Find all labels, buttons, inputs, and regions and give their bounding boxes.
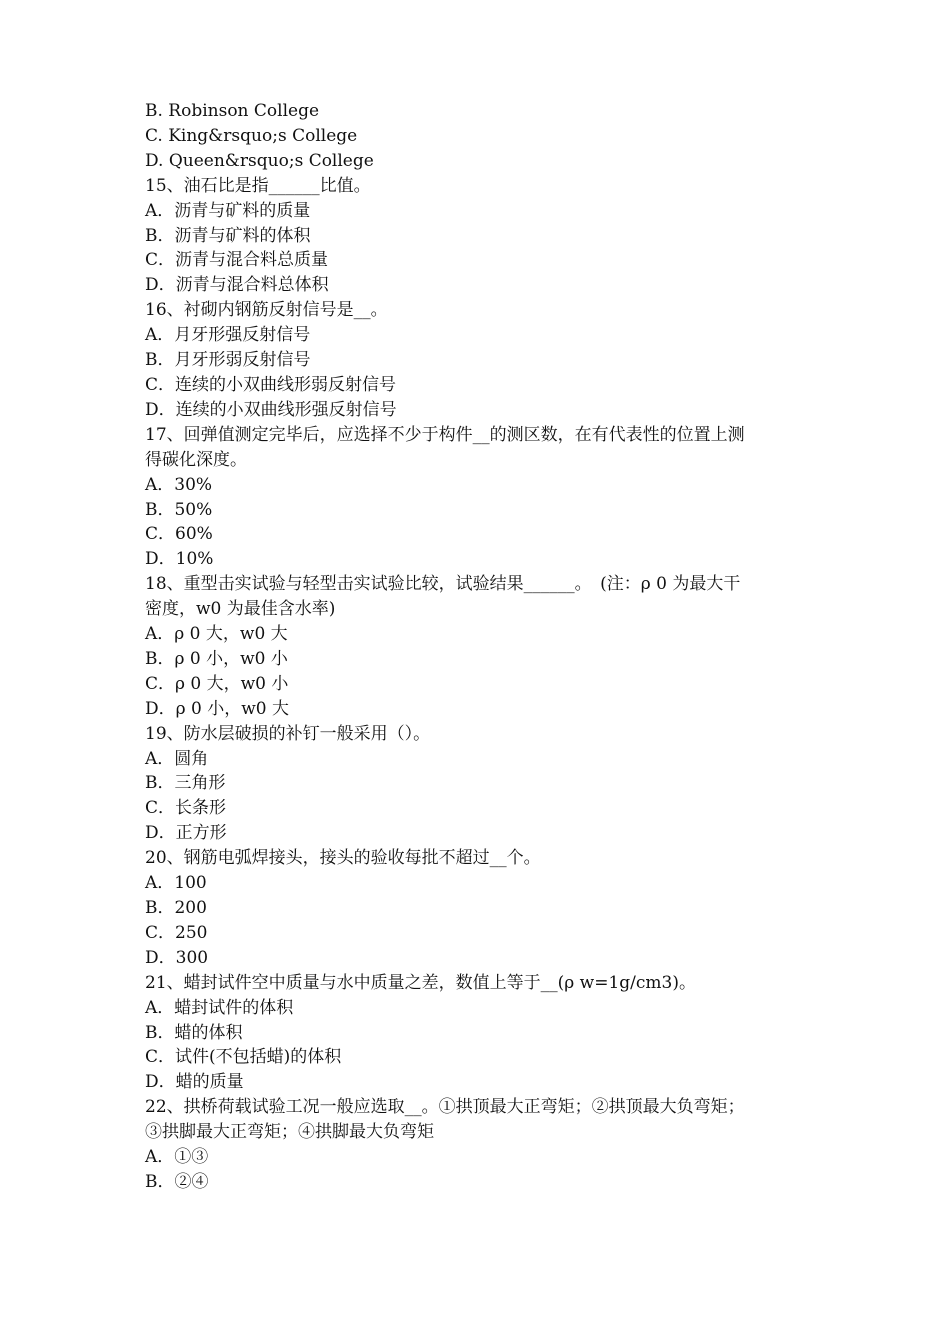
question-15: 15、油石比是指______比值。 (145, 175, 371, 196)
question-17: 17、回弹值测定完毕后，应选择不少于构件__的测区数，在有代表性的位置上测 (145, 424, 745, 445)
option-line: B．三角形 (145, 773, 226, 794)
option-line: B．沥青与矿料的体积 (145, 225, 311, 246)
question-16: 16、衬砌内钢筋反射信号是__。 (145, 300, 388, 321)
option-line: C．ρ 0 大，w0 小 (145, 673, 289, 694)
option-line: B．50% (145, 499, 213, 520)
option-line: D．蜡的质量 (145, 1072, 244, 1093)
option-line: C．250 (145, 922, 208, 943)
option-line: C. King&rsquo;s College (145, 125, 358, 146)
option-line: B. Robinson College (145, 101, 320, 121)
option-line: D．10% (145, 549, 214, 570)
option-line: B．②④ (145, 1171, 209, 1192)
option-line: D．ρ 0 小，w0 大 (145, 698, 290, 719)
option-line: A．蜡封试件的体积 (145, 997, 294, 1018)
option-line: D．300 (145, 947, 209, 968)
question-18: 18、重型击实试验与轻型击实试验比较，试验结果______。 (注：ρ 0 为最大干 (145, 574, 741, 595)
option-line: C．试件(不包括蜡)的体积 (145, 1047, 342, 1068)
option-line: D．连续的小双曲线形强反射信号 (145, 399, 397, 420)
question-22: 22、拱桥荷载试验工况一般应选取__。①拱顶最大正弯矩；②拱顶最大负弯矩； (145, 1097, 745, 1118)
option-line: D．沥青与混合料总体积 (145, 275, 329, 296)
option-line: A．圆角 (145, 748, 209, 769)
option-line: B．200 (145, 898, 207, 918)
question-17-continued: 得碳化深度。 (145, 449, 247, 470)
question-22-continued: ③拱脚最大正弯矩；④拱脚最大负弯矩 (145, 1122, 434, 1143)
option-line: C．连续的小双曲线形弱反射信号 (145, 374, 397, 395)
document-text (145, 99, 810, 1195)
option-line: A．ρ 0 大，w0 大 (145, 624, 288, 645)
option-line: B．ρ 0 小，w0 小 (145, 648, 288, 669)
option-line: C．沥青与混合料总质量 (145, 250, 329, 271)
option-line: D. Queen&rsquo;s College (145, 150, 374, 171)
option-line: B．蜡的体积 (145, 1022, 243, 1043)
question-20: 20、钢筋电弧焊接头，接头的验收每批不超过__个。 (145, 848, 541, 869)
option-line: A．100 (145, 873, 207, 894)
option-line: B．月牙形弱反射信号 (145, 350, 311, 371)
question-21: 21、蜡封试件空中质量与水中质量之差，数值上等于__(ρ w=1g/cm3)。 (145, 972, 696, 993)
option-line: A．月牙形强反射信号 (145, 325, 311, 346)
option-line: A．30% (145, 474, 213, 495)
option-line: C．60% (145, 524, 213, 545)
option-line: D．正方形 (145, 823, 227, 844)
option-line: A．沥青与矿料的质量 (145, 200, 311, 221)
option-line: A．①③ (145, 1147, 209, 1168)
question-18-continued: 密度，w0 为最佳含水率) (145, 599, 336, 620)
question-19: 19、防水层破损的补钉一般采用（）。 (145, 723, 431, 744)
option-line: C．长条形 (145, 798, 227, 819)
